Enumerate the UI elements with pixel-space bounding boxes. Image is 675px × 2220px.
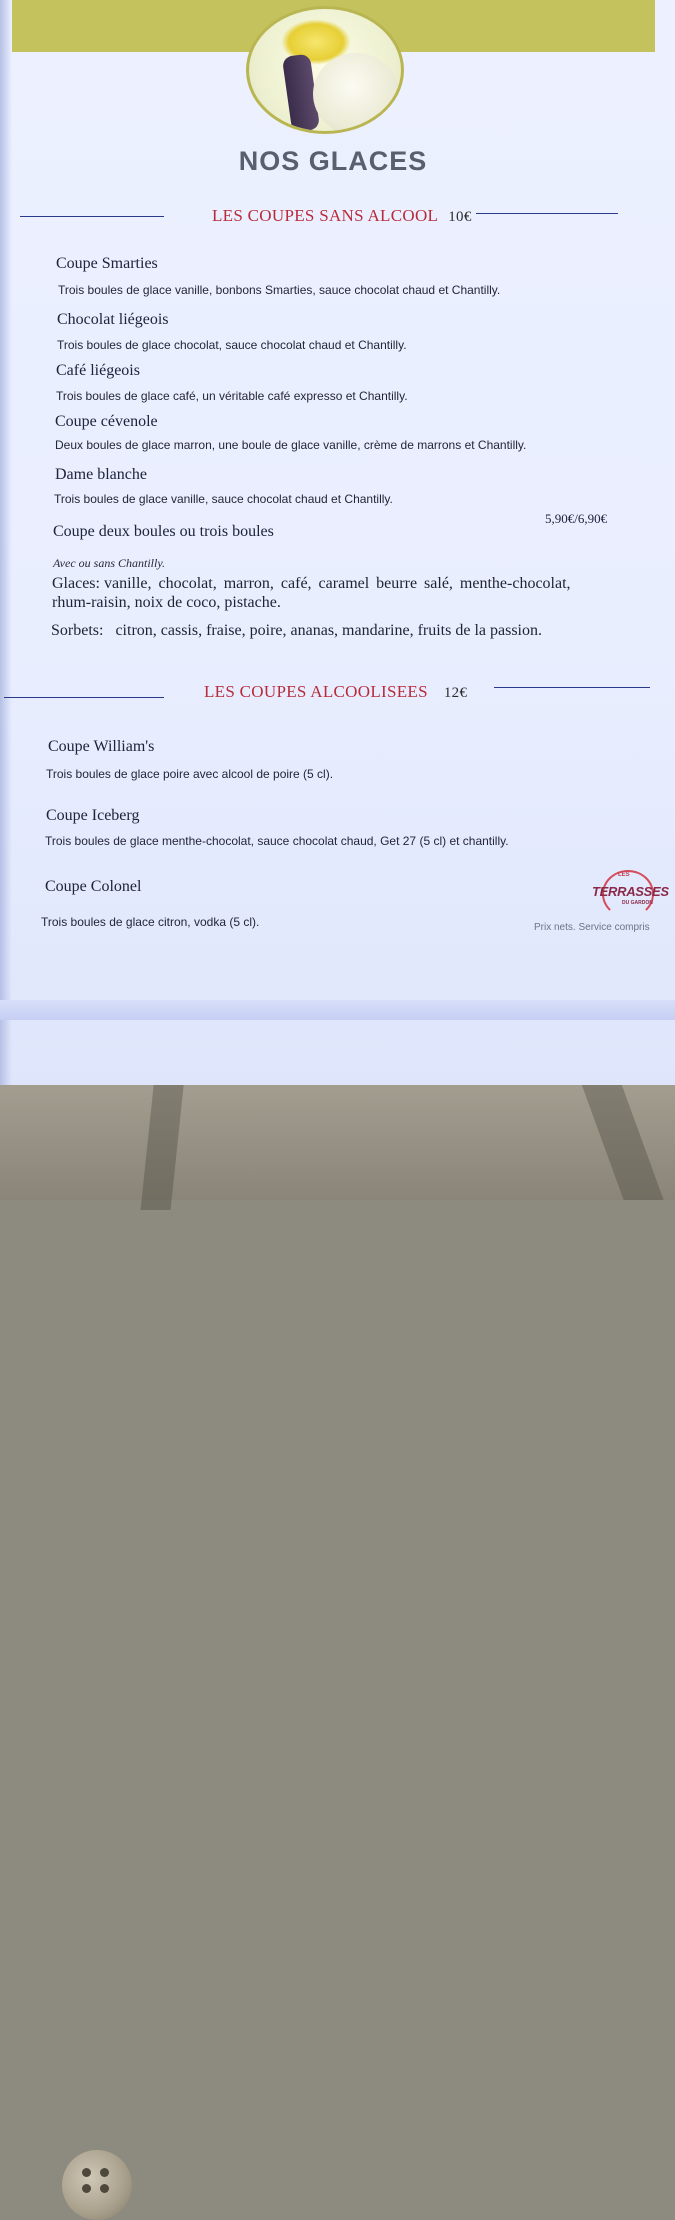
item-name: Coupe Smarties — [56, 255, 158, 272]
item-description: Trois boules de glace chocolat, sauce chocolat chaud et Chantilly. — [57, 338, 407, 352]
section-rule-right — [476, 213, 618, 214]
item-price: 5,90€/6,90€ — [545, 511, 608, 526]
glaces-line-1 — [52, 574, 612, 593]
section-title-text: LES COUPES SANS ALCOOL — [212, 206, 439, 225]
logo-sub-text: DU GARDON — [622, 900, 653, 906]
section-rule-left — [4, 697, 164, 698]
item-name: Chocolat liégeois — [57, 311, 169, 328]
garment-button — [62, 2150, 132, 2220]
item-description: Trois boules de glace citron, vodka (5 cl). — [41, 915, 260, 929]
ice-cream-scoop-icon — [313, 53, 399, 134]
glaces-label: Glaces: — [52, 575, 100, 592]
glaces-values: vanille, chocolat, marron, café, caramel beurre salé, menthe-chocolat, — [103, 575, 571, 592]
sorbets-list — [51, 621, 542, 640]
terrasses-logo — [588, 870, 669, 916]
footer-note: Prix nets. Service compris — [534, 922, 650, 933]
item-description: Trois boules de glace menthe-chocolat, sauce chocolat chaud, Get 27 (5 cl) et chantilly. — [45, 834, 509, 848]
item-description: Trois boules de glace café, un véritable café expresso et Chantilly. — [56, 389, 408, 403]
glaces-list — [52, 574, 612, 612]
item-name: Coupe Iceberg — [46, 807, 140, 824]
item-description: Trois boules de glace poire avec alcool de poire (5 cl). — [46, 767, 334, 781]
item-name: Coupe William's — [48, 738, 155, 755]
sorbets-label: Sorbets: — [51, 622, 104, 639]
menu-page — [0, 0, 675, 1085]
item-name: Dame blanche — [55, 466, 147, 483]
ice-cream-vanilla-image — [246, 6, 404, 134]
section-title-alcoolisees — [204, 682, 467, 702]
item-name: Coupe Colonel — [45, 878, 142, 895]
page-title: NOS GLACES — [238, 146, 428, 176]
section-rule-right — [494, 687, 650, 688]
chantilly-note: Avec ou sans Chantilly. — [53, 556, 165, 570]
item-name-deux-trois-boules: Coupe deux boules ou trois boules — [53, 523, 274, 540]
logo-top-text: LES — [618, 872, 630, 878]
page-edge — [0, 1000, 675, 1020]
sorbets-values: citron, cassis, fraise, poire, ananas, mandarine, fruits de la passion. — [115, 622, 542, 639]
logo-name: TERRASSES — [592, 884, 669, 899]
item-description: Trois boules de glace vanille, sauce chocolat chaud et Chantilly. — [54, 492, 393, 506]
section-title-text: LES COUPES ALCOOLISEES — [204, 682, 428, 701]
item-description: Trois boules de glace vanille, bonbons Smarties, sauce chocolat chaud et Chantilly. — [58, 283, 501, 297]
item-name: Coupe cévenole — [55, 413, 158, 430]
section-title-sans-alcool — [212, 206, 472, 226]
section-price: 10€ — [448, 209, 472, 225]
section-rule-left — [20, 216, 164, 217]
item-description: Deux boules de glace marron, une boule de glace vanille, crème de marrons et Chantilly. — [55, 438, 527, 452]
fabric-fold — [576, 1070, 663, 1200]
glaces-line-2: rhum-raisin, noix de coco, pistache. — [52, 594, 281, 611]
section-price: 12€ — [443, 685, 468, 701]
item-name: Café liégeois — [56, 362, 140, 379]
